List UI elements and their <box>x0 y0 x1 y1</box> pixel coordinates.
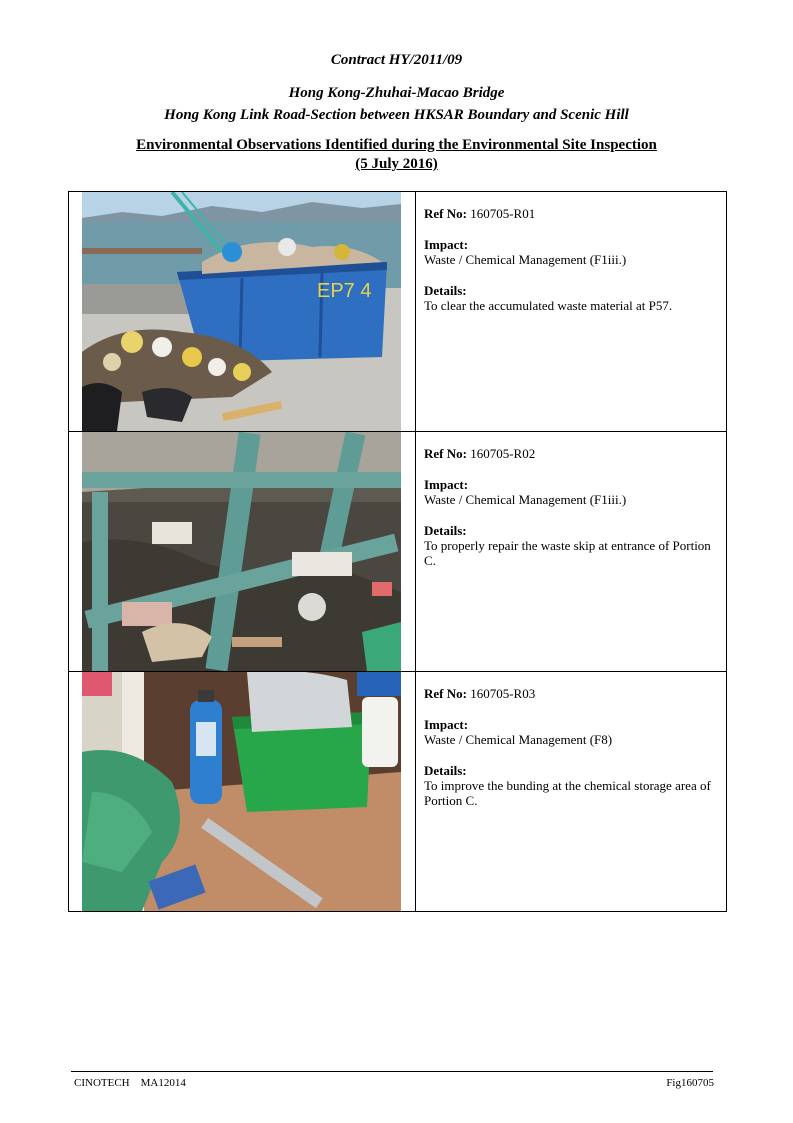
details-block <box>424 283 720 313</box>
inspection-date: (5 July 2016) <box>355 156 438 172</box>
ref-number: 160705-R01 <box>470 206 536 221</box>
observation-details <box>416 672 727 912</box>
chemical-storage-photo <box>82 672 401 911</box>
impact-text: Waste / Chemical Management (F1iii.) <box>424 492 627 507</box>
details-block <box>424 763 720 808</box>
photo-cell <box>69 432 416 672</box>
details-text: To improve the bunding at the chemical storage area of Portion C. <box>424 778 711 808</box>
document-heading: Environmental Observations Identified during the Environmental Site Inspection <box>136 137 657 153</box>
details-label: Details: <box>424 763 467 778</box>
impact-block <box>424 477 720 507</box>
footer-divider <box>71 1071 713 1072</box>
waste-skip-photo <box>82 192 401 431</box>
impact-label: Impact: <box>424 717 469 732</box>
details-text: To properly repair the waste skip at entrance of Portion C. <box>424 538 711 568</box>
impact-text: Waste / Chemical Management (F8) <box>424 732 613 747</box>
footer-reference: CINOTECH MA12014 <box>74 1077 186 1089</box>
skip-marking: EP7 4 <box>317 280 372 302</box>
details-label: Details: <box>424 283 467 298</box>
impact-block <box>424 717 720 747</box>
impact-label: Impact: <box>424 477 469 492</box>
impact-label: Impact: <box>424 237 469 252</box>
impact-text: Waste / Chemical Management (F1iii.) <box>424 252 627 267</box>
observation-row <box>69 672 727 912</box>
contract-title: Contract HY/2011/09 <box>330 52 463 68</box>
photo-cell <box>69 192 416 432</box>
ref-block <box>424 446 720 461</box>
observation-details <box>416 432 727 672</box>
damaged-waste-skip-photo <box>82 432 401 671</box>
photo-cell <box>69 672 416 912</box>
ref-label: Ref No: <box>424 446 467 461</box>
project-subtitle: Hong Kong Link Road-Section between HKSAR Boundary and Scenic Hill <box>164 107 629 123</box>
observation-details <box>416 192 727 432</box>
details-text: To clear the accumulated waste material at P57. <box>424 298 673 313</box>
details-label: Details: <box>424 523 467 538</box>
project-title: Hong Kong-Zhuhai-Macao Bridge <box>288 85 505 101</box>
observation-row <box>69 192 727 432</box>
ref-label: Ref No: <box>424 206 467 221</box>
ref-block <box>424 206 720 221</box>
impact-block <box>424 237 720 267</box>
ref-block <box>424 686 720 701</box>
figure-number: Fig160705 <box>666 1077 714 1089</box>
ref-label: Ref No: <box>424 686 467 701</box>
ref-number: 160705-R03 <box>470 686 536 701</box>
observation-row <box>69 432 727 672</box>
details-block <box>424 523 720 568</box>
ref-number: 160705-R02 <box>470 446 536 461</box>
observations-table <box>68 191 727 912</box>
